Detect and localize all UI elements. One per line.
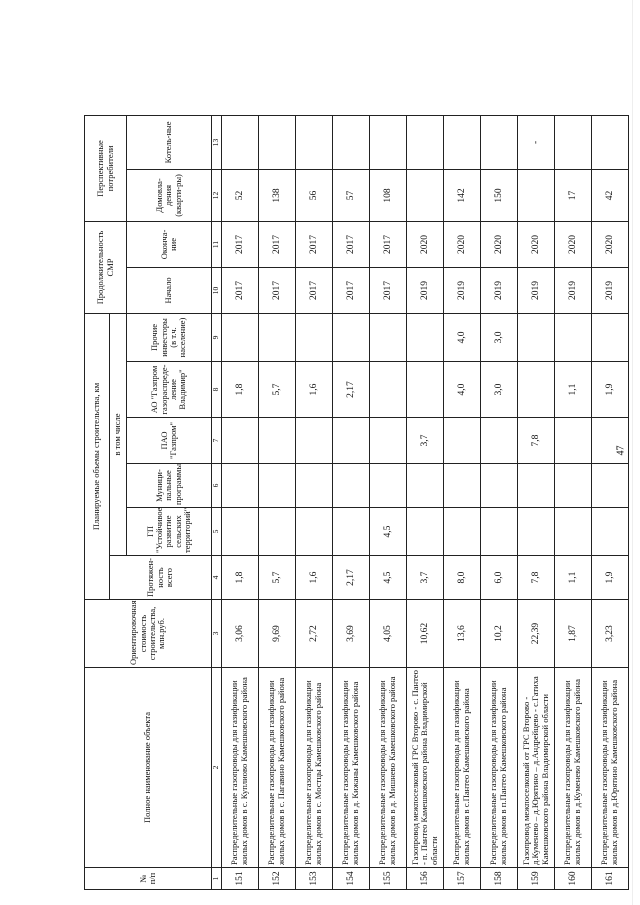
municipal-cell (370, 464, 407, 508)
cost-cell: 2,72 (296, 600, 333, 668)
end-year-cell: 2020 (555, 221, 592, 267)
ao-cell: 1,6 (296, 362, 333, 418)
municipal-cell (518, 464, 555, 508)
header-boilers: Котель-ные (127, 115, 212, 169)
boilers-cell (592, 115, 629, 169)
start-year-cell: 2019 (518, 267, 555, 313)
row-number: 158 (481, 868, 518, 890)
object-name: Распределительные газопроводы для газификации жилых домов в с. Куплиово Камешковского района (222, 668, 259, 868)
col-number: 7 (212, 418, 222, 464)
row-number: 161 (592, 868, 629, 890)
header-munic: Муници-пальные программы (127, 464, 212, 508)
col-number: 13 (212, 115, 222, 169)
gp-cell (296, 508, 333, 556)
row-number: 154 (333, 868, 370, 890)
table-row (592, 115, 629, 889)
households-cell: 52 (222, 169, 259, 221)
start-year-cell: 2019 (407, 267, 444, 313)
boilers-cell: - (518, 115, 555, 169)
pao-cell (370, 418, 407, 464)
pao-cell (222, 418, 259, 464)
object-name: Распределительные газопроводы для газификации жилых домов в д.Юрятино Камешковского района (592, 668, 629, 868)
pao-cell: 3,7 (407, 418, 444, 464)
header-start: Начало (127, 267, 212, 313)
other-investors-cell (222, 313, 259, 361)
length-total-cell: 3,7 (407, 556, 444, 600)
municipal-cell (555, 464, 592, 508)
length-total-cell: 7,8 (518, 556, 555, 600)
start-year-cell: 2019 (444, 267, 481, 313)
other-investors-cell (555, 313, 592, 361)
table-row (444, 115, 481, 889)
cost-cell: 10,2 (481, 600, 518, 668)
pao-cell: 7,8 (518, 418, 555, 464)
rotated-page (84, 116, 619, 890)
other-investors-cell (333, 313, 370, 361)
ao-cell: 1,9 (592, 362, 629, 418)
cost-cell: 10,62 (407, 600, 444, 668)
households-cell: 150 (481, 169, 518, 221)
ao-cell (518, 362, 555, 418)
header-ao: АО "Газпром газораспреде-ление Владимир" (127, 362, 212, 418)
boilers-cell (370, 115, 407, 169)
ao-cell (407, 362, 444, 418)
cost-cell: 3,69 (333, 600, 370, 668)
pao-cell (481, 418, 518, 464)
table-row (555, 115, 592, 889)
table-body (222, 115, 629, 889)
pao-cell (555, 418, 592, 464)
cost-cell: 22,39 (518, 600, 555, 668)
ao-cell: 4,0 (444, 362, 481, 418)
end-year-cell: 2020 (407, 221, 444, 267)
start-year-cell: 2017 (222, 267, 259, 313)
table-row (333, 115, 370, 889)
gp-cell (592, 508, 629, 556)
row-number: 157 (444, 868, 481, 890)
row-number: 152 (259, 868, 296, 890)
header-duration: Продолжительность СМР (85, 221, 127, 313)
table-row (259, 115, 296, 889)
ao-cell (370, 362, 407, 418)
col-number: 12 (212, 169, 222, 221)
other-investors-cell (296, 313, 333, 361)
cost-cell: 13,6 (444, 600, 481, 668)
cost-cell: 1,87 (555, 600, 592, 668)
other-investors-cell (259, 313, 296, 361)
boilers-cell (259, 115, 296, 169)
end-year-cell: 2020 (481, 221, 518, 267)
length-total-cell: 4,5 (370, 556, 407, 600)
cost-cell: 3,06 (222, 600, 259, 668)
length-total-cell: 1,1 (555, 556, 592, 600)
col-number: 3 (212, 600, 222, 668)
col-number: 11 (212, 221, 222, 267)
header-other: Прочие инвесторы (в т.ч. население) (127, 313, 212, 361)
end-year-cell: 2020 (444, 221, 481, 267)
ao-cell: 1,8 (222, 362, 259, 418)
object-name: Газопровод межпоселковый от ГРС Второво - д.Куменево – д.Юрятино – д.Андрейцево - с.Гатиха Камешковского района Владимирской области (518, 668, 555, 868)
end-year-cell: 2017 (333, 221, 370, 267)
row-number: 160 (555, 868, 592, 890)
municipal-cell (407, 464, 444, 508)
header-num: № п/п (85, 868, 212, 890)
col-number: 6 (212, 464, 222, 508)
boilers-cell (222, 115, 259, 169)
length-total-cell: 5,7 (259, 556, 296, 600)
object-name: Газопровод межпоселковый ГРС Второво - с. Пантео - п. Пантео Камешковского района Владимирской области (407, 668, 444, 868)
header-consumers: Перспективные потребители (85, 115, 127, 221)
gp-cell: 4,5 (370, 508, 407, 556)
boilers-cell (333, 115, 370, 169)
municipal-cell (296, 464, 333, 508)
table-row (296, 115, 333, 889)
boilers-cell (481, 115, 518, 169)
households-cell (407, 169, 444, 221)
object-name: Распределительные газопроводы для газификации жилых домов в д. Мишнево Камешковского района (370, 668, 407, 868)
table-row (222, 115, 259, 889)
length-total-cell: 1,9 (592, 556, 629, 600)
ao-cell: 3,0 (481, 362, 518, 418)
col-number: 4 (212, 556, 222, 600)
row-number: 151 (222, 868, 259, 890)
pao-cell (259, 418, 296, 464)
other-investors-cell (370, 313, 407, 361)
col-number: 5 (212, 508, 222, 556)
col-number: 1 (212, 868, 222, 890)
page-edge (632, 0, 633, 905)
municipal-cell (592, 464, 629, 508)
end-year-cell: 2017 (370, 221, 407, 267)
other-investors-cell (407, 313, 444, 361)
col-number: 8 (212, 362, 222, 418)
row-number: 159 (518, 868, 555, 890)
length-total-cell: 2,17 (333, 556, 370, 600)
other-investors-cell (518, 313, 555, 361)
page-number: 47 (615, 445, 627, 456)
object-name: Распределительные газопроводы для газификации жилых домов в с.Пантео Камешковского района (444, 668, 481, 868)
end-year-cell: 2017 (222, 221, 259, 267)
length-total-cell: 1,8 (222, 556, 259, 600)
households-cell: 17 (555, 169, 592, 221)
gp-cell (333, 508, 370, 556)
header-length: Протяжен-ность всего (110, 556, 212, 600)
table-row (370, 115, 407, 889)
object-name: Распределительные газопроводы для газификации жилых домов в д.Куменево Камешковского района (555, 668, 592, 868)
municipal-cell (259, 464, 296, 508)
households-cell (518, 169, 555, 221)
start-year-cell: 2019 (481, 267, 518, 313)
length-total-cell: 1,6 (296, 556, 333, 600)
households-cell: 138 (259, 169, 296, 221)
col-number: 9 (212, 313, 222, 361)
object-name: Распределительные газопроводы для газификации жилых домов в с. Мостцы Камешковского района (296, 668, 333, 868)
gp-cell (222, 508, 259, 556)
households-cell: 108 (370, 169, 407, 221)
row-number: 155 (370, 868, 407, 890)
col-number: 10 (212, 267, 222, 313)
ao-cell: 2,17 (333, 362, 370, 418)
header-including: в том числе (110, 313, 127, 555)
row-number: 156 (407, 868, 444, 890)
boilers-cell (444, 115, 481, 169)
households-cell: 142 (444, 169, 481, 221)
table-row (407, 115, 444, 889)
boilers-cell (407, 115, 444, 169)
header-name: Полное наименование объекта (85, 668, 212, 868)
other-investors-cell (592, 313, 629, 361)
object-name: Распределительные газопроводы для газификации жилых домов в с. Пагавино Камешковского района (259, 668, 296, 868)
start-year-cell: 2019 (555, 267, 592, 313)
cost-cell: 3,23 (592, 600, 629, 668)
gp-cell (481, 508, 518, 556)
end-year-cell: 2020 (518, 221, 555, 267)
start-year-cell: 2017 (333, 267, 370, 313)
start-year-cell: 2017 (370, 267, 407, 313)
end-year-cell: 2017 (296, 221, 333, 267)
end-year-cell: 2020 (592, 221, 629, 267)
header-volumes: Планируемые объемы строительства, км (85, 313, 110, 599)
municipal-cell (333, 464, 370, 508)
end-year-cell: 2017 (259, 221, 296, 267)
pao-cell (444, 418, 481, 464)
municipal-cell (222, 464, 259, 508)
pao-cell (296, 418, 333, 464)
gp-cell (407, 508, 444, 556)
boilers-cell (296, 115, 333, 169)
col-number: 2 (212, 668, 222, 868)
gas-objects-table (84, 115, 629, 890)
other-investors-cell: 3,0 (481, 313, 518, 361)
cost-cell: 4,05 (370, 600, 407, 668)
start-year-cell: 2017 (296, 267, 333, 313)
table-row (518, 115, 555, 889)
households-cell: 42 (592, 169, 629, 221)
other-investors-cell: 4,0 (444, 313, 481, 361)
header-gp: ГП "Устойчивое развитие сельских территорий" (127, 508, 212, 556)
header-end: Оконча-ние (127, 221, 212, 267)
ao-cell: 1,1 (555, 362, 592, 418)
pao-cell (333, 418, 370, 464)
length-total-cell: 8,0 (444, 556, 481, 600)
ao-cell: 5,7 (259, 362, 296, 418)
start-year-cell: 2017 (259, 267, 296, 313)
gp-cell (259, 508, 296, 556)
header-pao: ПАО "Газпром" (127, 418, 212, 464)
row-number: 153 (296, 868, 333, 890)
table-row (481, 115, 518, 889)
gp-cell (444, 508, 481, 556)
length-total-cell: 6,0 (481, 556, 518, 600)
object-name: Распределительные газопроводы для газификации жилых домов в д. Кижаны Камешковского района (333, 668, 370, 868)
start-year-cell: 2019 (592, 267, 629, 313)
municipal-cell (481, 464, 518, 508)
header-houses: Домовла-дения (кварти-ры) (127, 169, 212, 221)
municipal-cell (444, 464, 481, 508)
cost-cell: 9,69 (259, 600, 296, 668)
gp-cell (518, 508, 555, 556)
object-name: Распределительные газопроводы для газификации жилых домов в п.Пантео Камешковского района (481, 668, 518, 868)
gp-cell (555, 508, 592, 556)
boilers-cell (555, 115, 592, 169)
pao-cell (592, 418, 629, 464)
households-cell: 57 (333, 169, 370, 221)
households-cell: 56 (296, 169, 333, 221)
header-cost: Ориентировочная стоимость строительства, млн.руб. (85, 600, 212, 668)
